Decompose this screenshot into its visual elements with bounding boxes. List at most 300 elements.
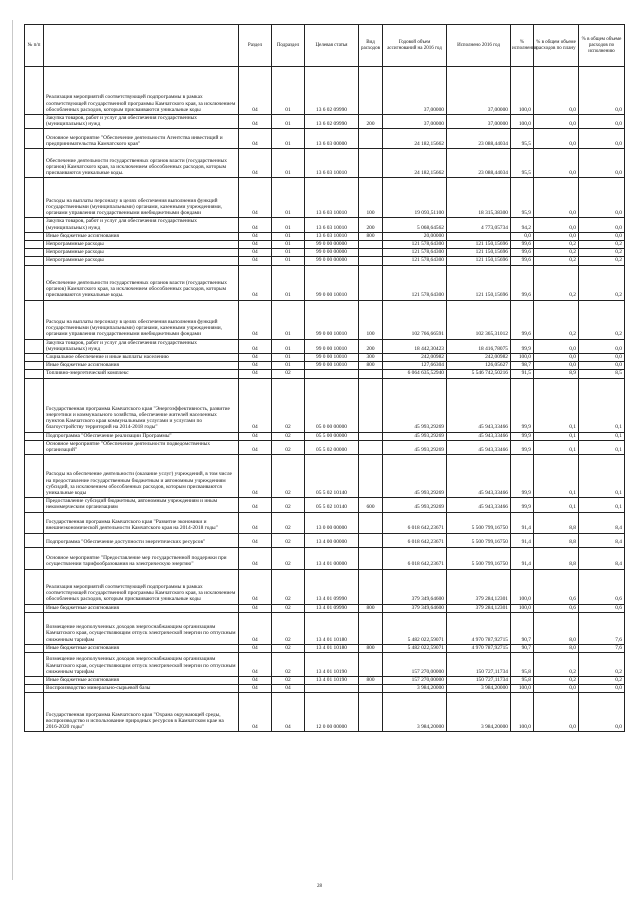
row-share-plan: 0,0 <box>534 685 579 693</box>
row-number <box>25 67 44 115</box>
row-share-exec: 8,4 <box>579 547 625 569</box>
header-num: № п/п <box>25 25 44 67</box>
row-share-exec: 8,4 <box>579 533 625 547</box>
row-type <box>359 241 383 249</box>
row-number <box>25 354 44 362</box>
row-executed: 150 727,11734 <box>447 677 511 685</box>
row-target: 99 0 00 10010 <box>305 300 359 339</box>
header-target: Целевая статья <box>305 25 359 67</box>
row-share-exec: 0,0 <box>579 232 625 240</box>
row-annual: 6 018 642,23671 <box>383 547 447 569</box>
row-section: 04 <box>239 67 272 115</box>
row-share-plan: 0,0 <box>534 149 579 178</box>
row-executed: 121 150,15696 <box>447 249 511 257</box>
table-row <box>25 432 625 440</box>
row-share-exec: 0,0 <box>579 339 625 353</box>
row-type <box>359 612 383 644</box>
row-annual: 379 349,64600 <box>383 604 447 612</box>
table-row <box>25 612 625 644</box>
row-share-plan: 0,2 <box>534 257 579 265</box>
row-share-exec: 0,0 <box>579 354 625 362</box>
table-row <box>25 604 625 612</box>
row-annual: 121 578,64300 <box>383 265 447 300</box>
row-subsection: 02 <box>272 498 305 512</box>
row-percent: 95,8 <box>511 677 534 685</box>
row-executed: 4 773,05734 <box>447 218 511 232</box>
row-type: 300 <box>359 354 383 362</box>
row-section: 04 <box>239 265 272 300</box>
table-row <box>25 693 625 732</box>
row-percent: 99,9 <box>511 440 534 454</box>
row-number <box>25 249 44 257</box>
row-subsection: 02 <box>272 569 305 604</box>
row-type <box>359 67 383 115</box>
table-row <box>25 241 625 249</box>
row-type <box>359 512 383 533</box>
row-name: Иные бюджетные ассигнования <box>44 677 239 685</box>
row-target: 12 0 00 00000 <box>305 693 359 732</box>
row-target <box>305 370 359 378</box>
row-share-plan: 0,0 <box>534 67 579 115</box>
table-row <box>25 370 625 378</box>
table-header-row <box>25 25 625 67</box>
row-section: 04 <box>239 362 272 370</box>
row-share-plan: 8,0 <box>534 612 579 644</box>
row-annual: 6 018 642,23671 <box>383 533 447 547</box>
row-subsection: 01 <box>272 178 305 218</box>
row-percent: 95,9 <box>511 178 534 218</box>
row-subsection: 02 <box>272 455 305 498</box>
row-target: 99 0 00 00000 <box>305 249 359 257</box>
row-target: 05 5 02 10140 <box>305 455 359 498</box>
row-executed: 121 150,15696 <box>447 265 511 300</box>
row-annual: 121 578,64300 <box>383 257 447 265</box>
row-share-exec: 0,0 <box>579 67 625 115</box>
row-subsection: 01 <box>272 232 305 240</box>
row-annual: 127,66304 <box>383 362 447 370</box>
row-annual: 242,00982 <box>383 354 447 362</box>
row-share-plan: 0,2 <box>534 249 579 257</box>
row-subsection: 01 <box>272 241 305 249</box>
row-type <box>359 378 383 432</box>
table-row <box>25 218 625 232</box>
row-target: 99 0 00 10010 <box>305 354 359 362</box>
row-subsection: 01 <box>272 362 305 370</box>
row-share-plan: 0,0 <box>534 218 579 232</box>
row-annual: 24 182,15662 <box>383 129 447 149</box>
row-type: 600 <box>359 498 383 512</box>
row-subsection: 01 <box>272 218 305 232</box>
row-share-exec: 0,1 <box>579 432 625 440</box>
row-number <box>25 498 44 512</box>
row-number <box>25 455 44 498</box>
row-executed: 3 984,20000 <box>447 693 511 732</box>
row-share-exec: 0,2 <box>579 265 625 300</box>
row-type <box>359 685 383 693</box>
row-share-exec: 7,6 <box>579 612 625 644</box>
row-name: Непрограммные расходы <box>44 257 239 265</box>
row-type: 800 <box>359 677 383 685</box>
row-percent: 99,9 <box>511 498 534 512</box>
row-target: 99 0 00 10010 <box>305 362 359 370</box>
row-number <box>25 440 44 454</box>
table-body <box>25 67 625 732</box>
row-annual: 24 182,15662 <box>383 149 447 178</box>
row-name: Расходы на обеспечение деятельности (оказание услуг) учреждений, в том числе на предоставление государственным бюджетным и автономным учреждениям субсидий, за исключением обособленных расходов, которым присваиваются уникальные коды <box>44 455 239 498</box>
row-executed: 3 984,20000 <box>447 685 511 693</box>
row-number <box>25 432 44 440</box>
row-section: 04 <box>239 612 272 644</box>
budget-execution-table <box>24 24 625 732</box>
row-percent: 91,4 <box>511 547 534 569</box>
row-share-plan: 0,0 <box>534 354 579 362</box>
row-percent: 99,9 <box>511 455 534 498</box>
row-share-exec: 0,0 <box>579 129 625 149</box>
row-share-exec: 0,2 <box>579 241 625 249</box>
table-row <box>25 257 625 265</box>
row-percent: 99,9 <box>511 432 534 440</box>
header-executed: Исполнено 2016 год <box>447 25 511 67</box>
row-executed: 5 546 742,50216 <box>447 370 511 378</box>
row-share-exec: 0,0 <box>579 693 625 732</box>
row-target: 13 0 00 00000 <box>305 512 359 533</box>
row-section: 04 <box>239 432 272 440</box>
row-number <box>25 644 44 652</box>
row-type <box>359 129 383 149</box>
row-number <box>25 677 44 685</box>
row-target: 13 6 03 10010 <box>305 232 359 240</box>
row-section: 04 <box>239 115 272 129</box>
row-executed: 150 727,11734 <box>447 653 511 677</box>
row-type: 800 <box>359 362 383 370</box>
row-percent: 99,6 <box>511 241 534 249</box>
row-annual: 5 068,64562 <box>383 218 447 232</box>
scan-margin-line <box>12 20 13 880</box>
row-number <box>25 362 44 370</box>
row-type: 100 <box>359 178 383 218</box>
row-annual: 45 993,29269 <box>383 378 447 432</box>
row-executed: 18 416,78075 <box>447 339 511 353</box>
row-share-exec: 0,0 <box>579 178 625 218</box>
table-row <box>25 677 625 685</box>
row-percent: 100,0 <box>511 569 534 604</box>
row-share-plan: 0,2 <box>534 300 579 339</box>
row-annual: 102 766,66591 <box>383 300 447 339</box>
row-executed: 126,05627 <box>447 362 511 370</box>
table-row <box>25 115 625 129</box>
row-number <box>25 115 44 129</box>
row-section: 04 <box>239 354 272 362</box>
row-subsection: 04 <box>272 693 305 732</box>
row-section: 04 <box>239 455 272 498</box>
row-executed: 45 943,33466 <box>447 432 511 440</box>
row-percent: 95,8 <box>511 653 534 677</box>
row-share-exec: 0,1 <box>579 455 625 498</box>
row-name: Непрограммные расходы <box>44 241 239 249</box>
row-number <box>25 378 44 432</box>
row-name: Иные бюджетные ассигнования <box>44 232 239 240</box>
row-executed: 18 315,38300 <box>447 178 511 218</box>
row-number <box>25 178 44 218</box>
row-share-plan: 0,0 <box>534 693 579 732</box>
row-executed: 5 500 799,16750 <box>447 512 511 533</box>
table-row <box>25 653 625 677</box>
row-target: 13 4 01 10180 <box>305 612 359 644</box>
row-share-exec: 0,2 <box>579 300 625 339</box>
row-percent: 0,0 <box>511 232 534 240</box>
row-share-plan: 0,1 <box>534 440 579 454</box>
row-section: 04 <box>239 440 272 454</box>
row-section: 04 <box>239 498 272 512</box>
row-subsection: 02 <box>272 512 305 533</box>
table-row <box>25 569 625 604</box>
row-annual: 18 442,30423 <box>383 339 447 353</box>
row-annual: 37,00000 <box>383 115 447 129</box>
row-percent: 99,9 <box>511 339 534 353</box>
row-target: 99 0 00 10010 <box>305 339 359 353</box>
row-subsection: 02 <box>272 653 305 677</box>
row-subsection: 01 <box>272 339 305 353</box>
row-executed <box>447 232 511 240</box>
row-subsection: 01 <box>272 257 305 265</box>
row-subsection: 01 <box>272 129 305 149</box>
row-number <box>25 604 44 612</box>
row-executed: 45 943,33466 <box>447 440 511 454</box>
row-target: 05 5 02 10140 <box>305 498 359 512</box>
row-name: Возмещение недополученных доходов энергоснабжающим организациям Камчатского края, осуществляющим отпуск электрической энергии по отпускным сниженным тарифам <box>44 612 239 644</box>
row-name: Закупка товаров, работ и услуг для обеспечения государственных (муниципальных) нужд <box>44 339 239 353</box>
row-type <box>359 569 383 604</box>
row-type: 100 <box>359 300 383 339</box>
row-percent: 99,6 <box>511 265 534 300</box>
row-number <box>25 265 44 300</box>
row-share-plan: 8,9 <box>534 370 579 378</box>
row-type <box>359 693 383 732</box>
table-row <box>25 265 625 300</box>
row-number <box>25 370 44 378</box>
row-name: Расходы на выплаты персоналу в целях обеспечения выполнения функций государственными (муниципальными) органами, казенными учреждениями, органами управления государственными внебюджетными фондами <box>44 300 239 339</box>
row-section: 04 <box>239 693 272 732</box>
row-number <box>25 533 44 547</box>
row-number <box>25 653 44 677</box>
table-row <box>25 67 625 115</box>
row-name: Подпрограмма "Обеспечение доступности энергетических ресурсов" <box>44 533 239 547</box>
row-target <box>305 685 359 693</box>
row-annual: 3 984,20000 <box>383 693 447 732</box>
header-subsection: Подраздел <box>272 25 305 67</box>
row-subsection: 01 <box>272 67 305 115</box>
table-row <box>25 249 625 257</box>
row-section: 04 <box>239 378 272 432</box>
row-target: 13 6 02 09990 <box>305 67 359 115</box>
row-number <box>25 512 44 533</box>
row-subsection: 02 <box>272 378 305 432</box>
row-share-plan: 8,0 <box>534 644 579 652</box>
row-type <box>359 455 383 498</box>
row-number <box>25 339 44 353</box>
row-executed: 379 284,12301 <box>447 604 511 612</box>
row-type <box>359 249 383 257</box>
row-annual: 19 093,51100 <box>383 178 447 218</box>
row-share-plan: 0,0 <box>534 129 579 149</box>
row-share-exec: 0,0 <box>579 149 625 178</box>
row-name: Подпрограмма "Обеспечение реализации Программы" <box>44 432 239 440</box>
row-subsection: 04 <box>272 685 305 693</box>
row-executed: 4 970 787,92715 <box>447 612 511 644</box>
row-share-exec: 0,2 <box>579 653 625 677</box>
row-share-plan: 0,2 <box>534 265 579 300</box>
row-share-plan: 0,0 <box>534 115 579 129</box>
row-number <box>25 693 44 732</box>
row-annual: 379 349,64600 <box>383 569 447 604</box>
page-number: 28 <box>317 884 322 889</box>
row-section: 04 <box>239 653 272 677</box>
row-share-exec: 0,0 <box>579 362 625 370</box>
row-section: 04 <box>239 370 272 378</box>
row-executed: 45 943,33466 <box>447 455 511 498</box>
row-section: 04 <box>239 677 272 685</box>
row-target: 13 4 00 00000 <box>305 533 359 547</box>
table-row <box>25 149 625 178</box>
row-section: 04 <box>239 241 272 249</box>
row-section: 04 <box>239 218 272 232</box>
row-name: Основное мероприятие "Предоставление мер государственной поддержки при осуществлении тарифообразования на электрическую энергию" <box>44 547 239 569</box>
row-name: Реализация мероприятий соответствующей подпрограммы в рамках соответствующей государственной программы Камчатского края, за исключением обособленных расходов, которым присваиваются уникальные коды <box>44 67 239 115</box>
row-share-plan: 0,6 <box>534 569 579 604</box>
row-number <box>25 129 44 149</box>
row-section: 04 <box>239 149 272 178</box>
row-share-plan: 0,6 <box>534 604 579 612</box>
row-subsection: 01 <box>272 115 305 129</box>
row-percent: 99,6 <box>511 257 534 265</box>
row-number <box>25 300 44 339</box>
row-number <box>25 612 44 644</box>
row-annual: 45 993,29269 <box>383 498 447 512</box>
row-annual: 6 018 642,23671 <box>383 512 447 533</box>
row-annual: 5 482 022,59071 <box>383 644 447 652</box>
row-share-plan: 0,0 <box>534 178 579 218</box>
row-share-plan: 0,1 <box>534 378 579 432</box>
row-annual: 45 993,29269 <box>383 432 447 440</box>
row-name: Непрограммные расходы <box>44 249 239 257</box>
table-row <box>25 178 625 218</box>
row-share-exec: 0,1 <box>579 440 625 454</box>
row-target: 13 6 03 10010 <box>305 178 359 218</box>
row-number <box>25 547 44 569</box>
row-name: Иные бюджетные ассигнования <box>44 362 239 370</box>
row-target: 99 0 00 00000 <box>305 257 359 265</box>
row-number <box>25 149 44 178</box>
row-name: Расходы на выплаты персоналу в целях обеспечения выполнения функций государственными (муниципальными) органами, казенными учреждениями, органами управления государственными внебюджетными фондами <box>44 178 239 218</box>
row-section: 04 <box>239 257 272 265</box>
row-name: Возмещение недополученных доходов энергоснабжающим организациям Камчатского края, осуществляющим отпуск электрической энергии по отпускным сниженным тарифам <box>44 653 239 677</box>
row-share-exec: 7,6 <box>579 644 625 652</box>
row-type <box>359 533 383 547</box>
row-name: Топливно-энергетический комплекс <box>44 370 239 378</box>
row-type: 200 <box>359 115 383 129</box>
row-target: 13 6 03 00000 <box>305 129 359 149</box>
row-type <box>359 547 383 569</box>
row-type <box>359 653 383 677</box>
row-share-exec: 0,6 <box>579 604 625 612</box>
row-type <box>359 370 383 378</box>
table-row <box>25 440 625 454</box>
row-subsection: 02 <box>272 604 305 612</box>
row-percent: 91,5 <box>511 370 534 378</box>
row-executed: 102 365,31012 <box>447 300 511 339</box>
table-row <box>25 455 625 498</box>
row-percent: 91,4 <box>511 533 534 547</box>
row-subsection: 01 <box>272 354 305 362</box>
row-executed: 45 943,33466 <box>447 498 511 512</box>
row-share-plan: 0,2 <box>534 677 579 685</box>
row-section: 04 <box>239 685 272 693</box>
row-section: 04 <box>239 232 272 240</box>
row-number <box>25 257 44 265</box>
header-section: Раздел <box>239 25 272 67</box>
row-name: Иные бюджетные ассигнования <box>44 604 239 612</box>
table-row <box>25 362 625 370</box>
row-share-plan: 0,2 <box>534 653 579 677</box>
row-executed: 37,00000 <box>447 115 511 129</box>
row-share-exec: 0,1 <box>579 378 625 432</box>
row-share-exec: 8,4 <box>579 512 625 533</box>
row-percent: 98,7 <box>511 362 534 370</box>
row-subsection: 01 <box>272 149 305 178</box>
row-share-exec: 0,2 <box>579 249 625 257</box>
row-percent: 95,5 <box>511 149 534 178</box>
row-subsection: 01 <box>272 265 305 300</box>
row-subsection: 02 <box>272 644 305 652</box>
row-share-exec: 8,5 <box>579 370 625 378</box>
row-target: 13 4 01 10190 <box>305 677 359 685</box>
row-section: 04 <box>239 533 272 547</box>
row-subsection: 01 <box>272 300 305 339</box>
row-share-plan: 0,0 <box>534 339 579 353</box>
row-share-exec: 0,6 <box>579 569 625 604</box>
row-number <box>25 569 44 604</box>
row-subsection: 02 <box>272 370 305 378</box>
row-target: 13 4 01 09990 <box>305 604 359 612</box>
row-name: Предоставление субсидий бюджетным, автономным учреждениям и иным некоммерческим организациям <box>44 498 239 512</box>
row-number <box>25 232 44 240</box>
row-annual: 121 578,64300 <box>383 241 447 249</box>
row-executed: 5 500 799,16750 <box>447 547 511 569</box>
header-percent: % исполнения <box>511 25 534 67</box>
row-section: 04 <box>239 512 272 533</box>
row-annual: 3 984,20000 <box>383 685 447 693</box>
row-share-exec: 0,0 <box>579 115 625 129</box>
row-share-plan: 8,8 <box>534 533 579 547</box>
row-percent: 100,0 <box>511 67 534 115</box>
row-executed: 37,00000 <box>447 67 511 115</box>
row-target: 13 4 01 00000 <box>305 547 359 569</box>
row-section: 04 <box>239 547 272 569</box>
header-share-exec: % в общем объеме расходов по исполнению <box>579 25 625 67</box>
row-executed: 23 088,44034 <box>447 129 511 149</box>
row-name: Социальное обеспечение и иные выплаты населению <box>44 354 239 362</box>
header-type: Вид расходов <box>359 25 383 67</box>
row-name: Основное мероприятие "Обеспечение деятельности подведомственных организаций" <box>44 440 239 454</box>
row-type <box>359 440 383 454</box>
row-section: 04 <box>239 129 272 149</box>
row-subsection: 02 <box>272 612 305 644</box>
row-annual: 45 993,29269 <box>383 440 447 454</box>
row-share-plan: 8,8 <box>534 512 579 533</box>
row-target: 99 0 00 00000 <box>305 241 359 249</box>
row-target: 13 4 01 10190 <box>305 653 359 677</box>
row-share-plan: 0,0 <box>534 232 579 240</box>
